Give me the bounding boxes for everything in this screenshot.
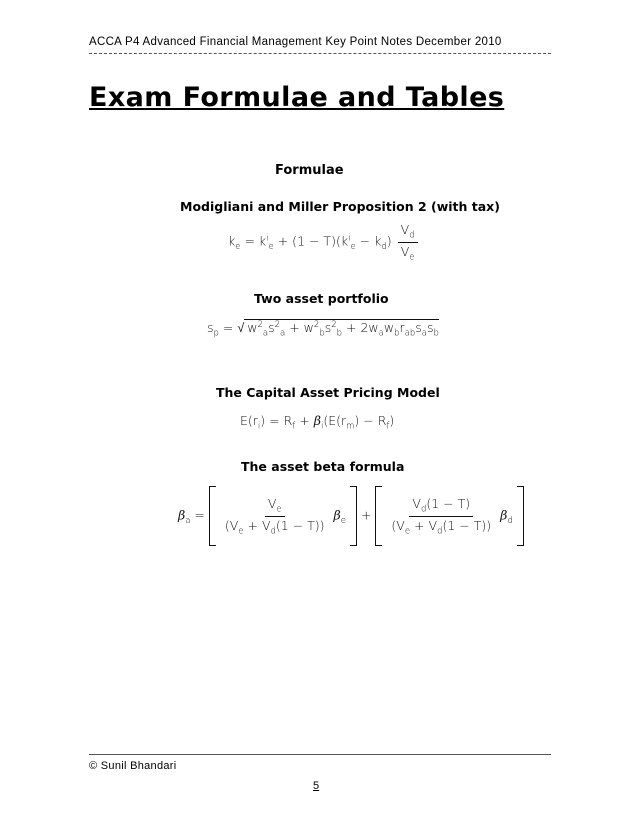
- header-divider: [89, 53, 551, 54]
- page-title: Exam Formulae and Tables: [89, 82, 505, 113]
- capm-heading: The Capital Asset Pricing Model: [216, 385, 440, 400]
- mm-prop2-heading: Modigliani and Miller Proposition 2 (with tax): [180, 199, 500, 214]
- footer-author: © Sunil Bhandari: [89, 760, 177, 772]
- two-asset-heading: Two asset portfolio: [254, 291, 389, 306]
- asset-beta-heading: The asset beta formula: [241, 459, 405, 474]
- footer-divider: [89, 754, 551, 755]
- asset-beta-formula: $\beta_a$ = $\frac{V_e}{(V_e + V_d(1 - T))}$ $\beta_e$ + $\frac{V_d(1 - T)}{(V_e + V_d(1 - T))}$ $\beta_d$: [178, 486, 524, 546]
- page-number: 5: [313, 780, 320, 792]
- capm-formula: $E(r_i) = R_f + \beta_i(E(r_m) - R_f)$: [240, 413, 395, 432]
- mm-prop2-formula: $k_e = k^i_e + (1 - T)(k^i_e - k_d)$ $\frac{V_d}{V_e}$: [228, 222, 420, 262]
- running-header: ACCA P4 Advanced Financial Management Key Point Notes December 2010: [89, 36, 502, 48]
- formulae-heading: Formulae: [275, 163, 344, 178]
- two-asset-formula: $s_p$ = √ $w^2_as^2_a + w^2_bs^2_b + 2w_aw_br_{ab}s_as_b$: [207, 320, 439, 339]
